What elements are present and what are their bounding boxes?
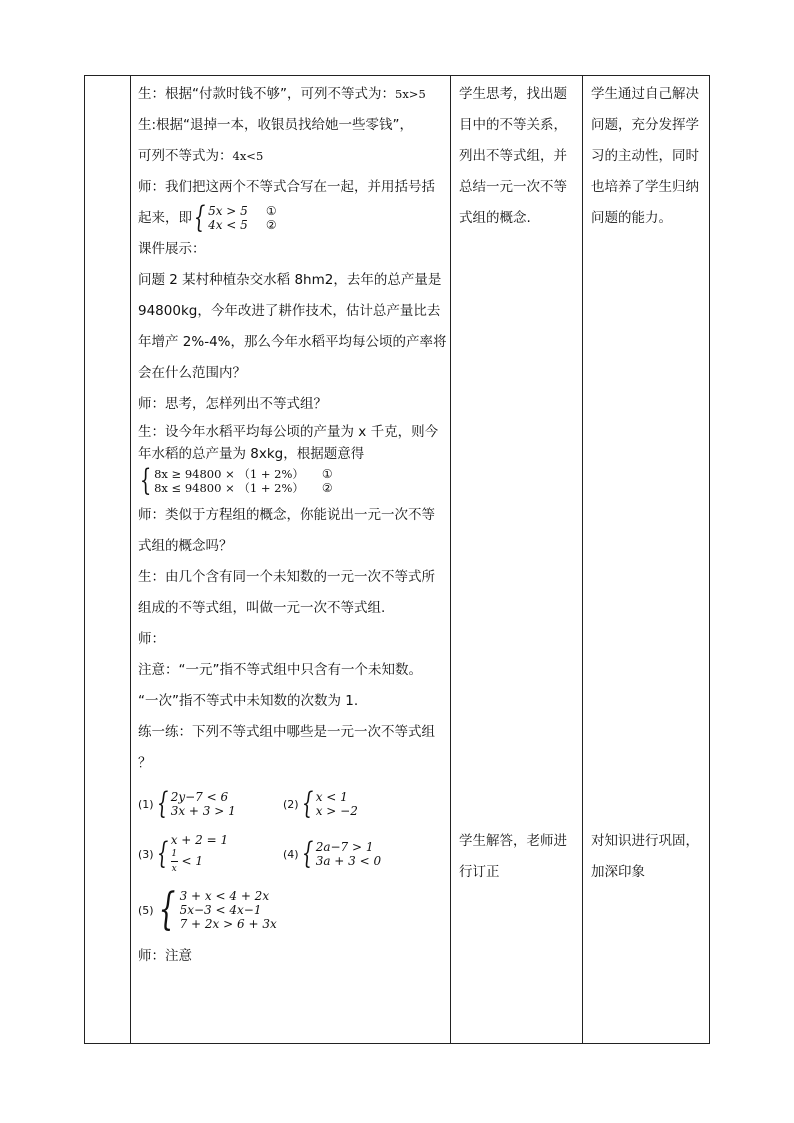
student-activity-text: 学生解答，老师进行订正 [459, 833, 567, 880]
student-activity-column [451, 76, 583, 1043]
brace-icon: { [139, 463, 152, 498]
text-line: 生:根据“退掉一本，收银员找给她一些零钱”， [138, 117, 414, 133]
text-line: 师：类似于方程组的概念，你能说出一元一次不等 [138, 507, 435, 523]
inequality-system: { 5x > 5 ① 4x < 5 ② [193, 200, 277, 235]
brace-icon: { [301, 836, 313, 871]
text-line: 师：注意 [138, 948, 192, 964]
text-line: “一次”指不等式中未知数的次数为 1. [138, 693, 359, 709]
text-line: 组成的不等式组，叫做一元一次不等式组. [138, 600, 386, 616]
text-line: 师： [138, 631, 165, 647]
text-line: 师：思考，怎样列出不等式组？ [138, 396, 327, 412]
inequality-system-line: 起来，即 { 5x > 5 ① 4x < 5 ② [138, 200, 277, 235]
text-line: 年增产 2%-4%，那么今年水稻平均每公顷的产率将 [138, 334, 447, 350]
fraction: $\frac{1}{x}$ [171, 848, 178, 874]
student-activity-text: 学生思考，找出题目中的不等关系，列出不等式组，并总结一元一次不等式组的概念. [459, 86, 567, 226]
exercise-row [138, 779, 443, 829]
text-line: 问题 2 某村种植杂交水稻 8hm2，去年的总产量是 [138, 272, 442, 288]
exercise-4: (4) { 2a−7 > 1 3a + 3 < 0 [283, 836, 382, 871]
brace-icon: { [156, 836, 168, 871]
exercise-2: (2) { x < 1 x > −2 [283, 786, 358, 821]
brace-icon: { [301, 786, 313, 821]
exercise-row [138, 879, 443, 941]
exercise-row [138, 829, 443, 879]
exercise-5: (5) { 3 + x < 4 + 2x 5x−3 < 4x−1 7 + 2x > 6 + 3x [138, 884, 277, 935]
lesson-table [84, 75, 710, 1044]
text-line: 生：设今年水稻平均每公顷的产量为 x 千克，则今 [138, 424, 439, 440]
text-line: 生：由几个含有同一个未知数的一元一次不等式所 [138, 569, 435, 585]
text-line: 师：我们把这两个不等式合写在一起，并用括号括 [138, 179, 435, 195]
text-line: 生：根据“付款时钱不够”，可列不等式为：5x>5 [138, 86, 426, 102]
inequality-system-2: { 8x ≥ 94800 × （1 + 2%） ① 8x ≤ 94800 × （1 + 2%） ② [139, 463, 333, 498]
design-intent-text: 对知识进行巩固，加深印象 [591, 833, 699, 880]
text-line: 课件展示： [138, 241, 206, 257]
brace-icon: { [156, 786, 168, 821]
teaching-process-column [131, 76, 451, 1043]
text-line: 会在什么范围内？ [138, 365, 246, 381]
text-line: 注意：“一元”指不等式组中只含有一个未知数。 [138, 662, 422, 678]
exercise-1: (1) { 2y−7 < 6 3x + 3 > 1 [138, 786, 236, 821]
text-line: 练一练：下列不等式组中哪些是一元一次不等式组 [138, 724, 435, 740]
text-line: 可列不等式为：4x<5 [138, 148, 264, 164]
text-line: ？ [138, 755, 152, 771]
design-intent-text: 学生通过自己解决问题，充分发挥学习的主动性，同时也培养了学生归纳问题的能力。 [591, 86, 699, 226]
text-line: 94800kg，今年改进了耕作技术，估计总产量比去 [138, 303, 441, 319]
text-line: 式组的概念吗？ [138, 538, 233, 554]
brace-icon: { [158, 884, 175, 935]
brace-icon: { [193, 200, 206, 235]
design-intent-column [583, 76, 711, 1043]
exercise-3: (3) { x + 2 = 1 $\frac{1}{x}$ < 1 [138, 832, 229, 874]
text-line: 年水稻的总产量为 8xkg，根据题意得 [138, 446, 365, 462]
